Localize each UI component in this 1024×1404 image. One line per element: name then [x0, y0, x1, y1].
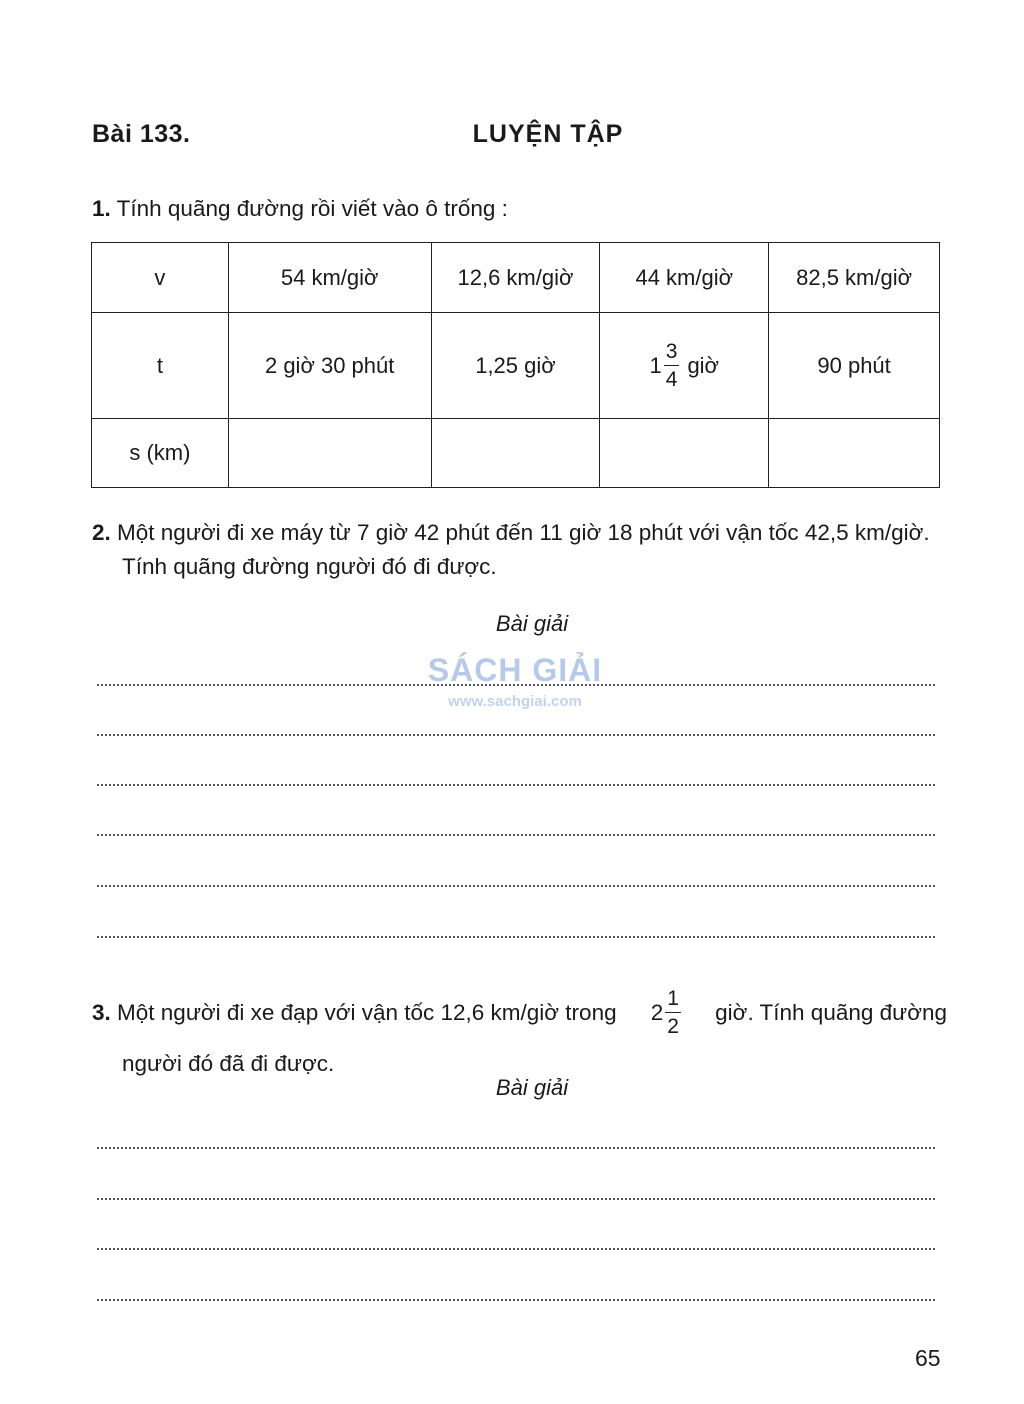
exercise-3-number: 3.: [92, 999, 111, 1025]
distance-answer-cell[interactable]: [431, 419, 600, 488]
mixed-number: [650, 341, 720, 390]
exercise-3-text-end: giờ. Tính quãng đường: [715, 999, 947, 1025]
exercise-2-number: 2.: [92, 520, 111, 545]
velocity-cell: 44 km/giờ: [600, 243, 769, 313]
fraction-denominator: 4: [665, 368, 678, 391]
time-cell: 1,25 giờ: [431, 313, 600, 419]
watermark-url: www.sachgiai.com: [448, 693, 582, 710]
exercise-3-line-2: người đó đã đi được.: [122, 1051, 335, 1076]
fraction-numerator: 1: [665, 988, 681, 1013]
solution-heading: Bài giải: [495, 611, 569, 636]
row-label-s: s (km): [92, 419, 229, 488]
watermark-logo: SÁCH GIẢI: [427, 652, 603, 688]
time-unit: giờ: [687, 352, 719, 378]
table-row-time: [92, 313, 940, 419]
mixed-number: [651, 988, 681, 1037]
answer-line[interactable]: [97, 834, 935, 836]
row-label-t: t: [92, 313, 229, 419]
exercise-2-line-1: Một người đi xe máy từ 7 giờ 42 phút đến 11 giờ 18 phút với vận tốc 42,5 km/giờ.: [117, 520, 930, 545]
answer-line[interactable]: [97, 1147, 935, 1149]
distance-answer-cell[interactable]: [769, 419, 940, 488]
fraction: [665, 988, 681, 1037]
fraction-denominator: 2: [667, 1015, 679, 1038]
exercise-1-prompt: [92, 192, 508, 226]
answer-line[interactable]: [97, 784, 935, 786]
fraction: [664, 341, 680, 390]
page-number: 65: [915, 1345, 941, 1371]
mixed-whole: 2: [650, 999, 664, 1025]
watermark: [410, 652, 620, 752]
mixed-whole: 1: [649, 352, 662, 378]
velocity-cell: 82,5 km/giờ: [769, 243, 940, 313]
answer-line[interactable]: [97, 1198, 935, 1200]
lesson-number: Bài 133.: [92, 120, 191, 148]
velocity-cell: 54 km/giờ: [228, 243, 431, 313]
exercise-3-prompt: [92, 988, 947, 1081]
answer-line[interactable]: [97, 936, 935, 938]
page-title: LUYỆN TẬP: [472, 120, 624, 148]
row-label-v: v: [92, 243, 229, 313]
answer-line[interactable]: [97, 1248, 935, 1250]
table-row-velocity: [92, 243, 940, 313]
exercise-2-line-2: Tính quãng đường người đó đi được.: [122, 554, 497, 579]
exercise-1-text: Tính quãng đường rồi viết vào ô trống :: [116, 196, 508, 221]
answer-line[interactable]: [97, 1299, 935, 1301]
answer-line[interactable]: [97, 885, 935, 887]
time-cell-mixed-fraction: [600, 313, 769, 419]
distance-table: [91, 242, 940, 488]
distance-answer-cell[interactable]: [600, 419, 769, 488]
exercise-2-prompt: [92, 516, 952, 584]
fraction-numerator: 3: [664, 341, 680, 366]
time-cell: 90 phút: [769, 313, 940, 419]
distance-answer-cell[interactable]: [228, 419, 431, 488]
exercise-1-number: 1.: [92, 196, 111, 221]
table-row-distance: [92, 419, 940, 488]
exercise-3-text-start: Một người đi xe đạp với vận tốc 12,6 km/giờ trong: [117, 999, 617, 1025]
solution-heading: Bài giải: [495, 1075, 569, 1100]
velocity-cell: 12,6 km/giờ: [431, 243, 600, 313]
time-cell: 2 giờ 30 phút: [228, 313, 431, 419]
